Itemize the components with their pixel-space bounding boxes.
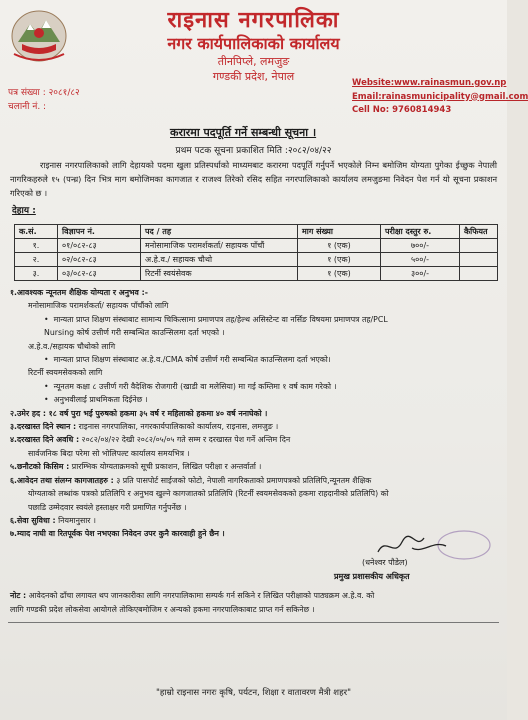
selection-method-text: प्रारम्भिक योग्यताक्रमको सूची प्रकाशन, लिखित परीक्षा र अन्तर्वार्ता । (69, 462, 262, 472)
reference-block (8, 86, 80, 114)
section-facilities (10, 514, 499, 527)
cell-post: रिटर्नी स्वयंसेवक (141, 267, 298, 281)
qualification-returnee-text-2: • अनुभवीलाई प्राथमिकता दिईनेछ । (10, 393, 499, 406)
notice-intro: राइनास नगरपालिकाको लागि देहायको पदमा खुला प्रतिस्पर्धाको माध्यमबाट करारमा पदपूर्ति गर्नुपर्ने भएकोले निम्न बमोजिम योग्यता पुगेका ईच्छुक नेपाली नागरिकहरुले १५ (पन्ध्र) दिन भित्र माग बमोजिमका कागजात र राजश्व तिरेको रसिद सहित नगरपालिकाको कार्यालय लमजुङमा निवेदन पेश गर्न यो सूचना प्रकाशन गरिएको छ । (10, 160, 497, 198)
contact-block (352, 77, 528, 118)
documents-text-1: ३ प्रति पासपोर्ट साईजको फोटो, नेपाली नागरिकताको प्रमाणपत्रको प्रतिलिपि,न्यूनतम शैक्षिक (113, 475, 372, 485)
cell-number: Cell No: 9760814943 (352, 105, 452, 115)
website-link[interactable]: Website:www.rainasmun.gov.np (352, 78, 507, 88)
table-row (15, 267, 498, 281)
notice-body (10, 286, 499, 541)
office-subtitle: नगर कार्यपालिकाको कार्यालय (167, 34, 340, 53)
col-remarks: कैफियत (460, 225, 498, 239)
qualification-psychosocial-text-1: • मान्यता प्राप्त शिक्षण संस्थाबाट सामान्य चिकित्सामा प्रमाणपत्र तह/हेल्थ असिस्टेन्ट वा नर्सिङ विषयमा प्रमाणपत्र तह/PCL (10, 313, 499, 326)
application-period-text: २०८२/०४/२२ देखी २०८२/०५/०५ गते सम्म र दरखास्त पेश गर्ने अन्तिम दिन (79, 435, 291, 445)
facilities-label: ६.सेवा सुविधा : (10, 515, 56, 525)
documents-label: ६.आवेदन तथा संलग्न कागजातहरु : (10, 475, 114, 485)
address-line-1: तीनपिप्ले, लमजुङ (217, 55, 290, 68)
divider (8, 622, 499, 623)
cell-post: अ.हे.व./ सहायक चौथो (141, 253, 298, 267)
col-sn: क.सं. (15, 225, 58, 239)
col-post: पद / तह (141, 225, 298, 239)
qualification-returnee-heading: रिटर्नी स्वयमसेवकको लागि (28, 368, 103, 378)
cell-remarks (460, 267, 498, 281)
signatory-name: (धनेश्वर पौडेल) (362, 558, 408, 567)
qualification-psychosocial-text-2: Nursing कोर्ष उत्तीर्ण गरी सम्बन्धित काउन्सिलमा दर्ता भएको । (44, 328, 225, 338)
note-text-1: आवेदनको ढाँचा लगायत थप जानकारीका लागि नगरपालिकामा सम्पर्क गर्न सकिने र लिखित परीक्षाको पाठ्यक्रम अ.हे.व. को (26, 591, 375, 600)
application-place-text: राइनास नगरपालिका, नगरकार्यपालिकाको कार्यालय, राइनास, लमजुङ । (76, 422, 279, 432)
dispatch-number: चलानी नं. : (8, 102, 47, 112)
section-age-limit: २.उमेर हद : १८ वर्ष पुरा भई पुरुषको हकमा ३५ वर्ष र महिलाको हकमा ४० वर्ष ननाघेको । (10, 408, 268, 418)
facilities-text: नियमानुसार । (55, 515, 96, 525)
cell-post: मनोसामाजिक परामर्शकर्ता/ सहायक पाँचौं (141, 239, 298, 253)
qualification-aheb-heading: अ.हे.व./सहायक चौथोको लागि (28, 341, 116, 351)
qualification-aheb-text: • मान्यता प्राप्त शिक्षण संस्थाबाट अ.हे.व./CMA कोर्ष उत्तीर्ण गरी सम्बन्धित काउन्सिलमा दर्ता भएको। (10, 353, 499, 366)
section-late-application: ७.म्याद नाघी वा रितपूर्वक पेश नभएका निवेदन उपर कुनै कारवाही हुने छैन । (10, 529, 225, 539)
cell-demand: १ (एक) (298, 253, 381, 267)
ref-number: पत्र संख्या : २०८१/८२ (8, 88, 80, 98)
details-label: देहाय : (12, 206, 36, 216)
documents-text-2: योग्यताको लब्धांक पत्रको प्रतिलिपि र अनुभव खुल्ने कागजातको प्रतिलिपि (रिटर्नी स्वयमसेवकको हकमा राहदानीको प्रतिलिपि) को (28, 489, 389, 499)
col-fee: परीक्षा दस्तुर रु. (381, 225, 460, 239)
cell-fee: ३००/- (381, 267, 460, 281)
cell-demand: १ (एक) (298, 267, 381, 281)
section-application-place (10, 420, 499, 433)
section-selection-method (10, 460, 499, 473)
email-link[interactable]: Email:rainasmunicipality@gmail.com (352, 91, 528, 102)
cell-sn: १. (15, 239, 58, 253)
notice-title: करारमा पदपूर्ति गर्ने सम्बन्धी सूचना । (170, 126, 317, 139)
cell-demand: १ (एक) (298, 239, 381, 253)
documents-text-3: पछाडि उम्मेदवार स्वयंले हस्ताक्षर गरी प्रमाणित गर्नुपर्नेछ । (28, 502, 187, 512)
section-qualification-heading: १.आवश्यक न्यूनतम शैक्षिक योग्यता र अनुभव :- (10, 288, 148, 297)
cell-sn: ३. (15, 267, 58, 281)
cell-fee: ५००/- (381, 253, 460, 267)
table-row (15, 239, 498, 253)
table-row (15, 253, 498, 267)
cell-fee: ७००/- (381, 239, 460, 253)
note-text-2: लागि गण्डकी प्रदेश लोकसेवा आयोगले तोकिएबमोजिम र अन्यको हकमा नगरपालिकाबाट प्राप्त गर्न सकिनेछ । (10, 605, 315, 614)
selection-method-label: ५.छनौटको किसिम : (10, 462, 70, 472)
note-label: नोट : (10, 591, 27, 600)
section-documents (10, 474, 499, 487)
notice-published-date: प्रथम पटक सूचना प्रकाशित मिति :२०८२/०४/२२ (175, 146, 332, 156)
table-header-row (15, 225, 498, 239)
section-application-period (10, 433, 499, 446)
application-period-label: ४.दरखास्त दिने अवधि : (10, 435, 80, 445)
posts-table (14, 224, 498, 281)
application-period-text-2: सार्वजनिक बिदा परेमा सो भोलिपल्ट कार्यालय समयभित्र । (28, 448, 190, 458)
col-demand: माग संख्या (298, 225, 381, 239)
cell-remarks (460, 239, 498, 253)
municipality-title: राइनास नगरपालिका (167, 7, 340, 33)
cell-ad-no: ०१/०८२-८३ (58, 239, 141, 253)
qualification-returnee-text-1: • न्यूनतम कक्षा ८ उत्तीर्ण गरी वैदेशिक रोजगारी (खाडी वा मलेसिया) मा गई कम्तिमा १ वर्ष काम गरेको । (10, 380, 499, 393)
address-line-2: गण्डकी प्रदेश, नेपाल (212, 70, 295, 83)
municipality-slogan: "हाम्रो राइनास नगरः कृषि, पर्यटन, शिक्षा र वातावरण मैत्री शहर" (156, 688, 351, 698)
cell-remarks (460, 253, 498, 267)
cell-ad-no: ०२/०८२-८३ (58, 253, 141, 267)
signatory-title: प्रमुख प्रशासकीय अधिकृत (334, 572, 410, 581)
application-place-label: ३.दरखास्त दिने स्थान : (10, 422, 77, 432)
footer-note (10, 589, 499, 617)
cell-ad-no: ०३/०८२-८३ (58, 267, 141, 281)
cell-sn: २. (15, 253, 58, 267)
col-ad-no: विज्ञापन नं. (58, 225, 141, 239)
qualification-psychosocial-heading: मनोसामाजिक परामर्शकर्ता/ सहायक पाँचौंको लागि (28, 301, 169, 311)
